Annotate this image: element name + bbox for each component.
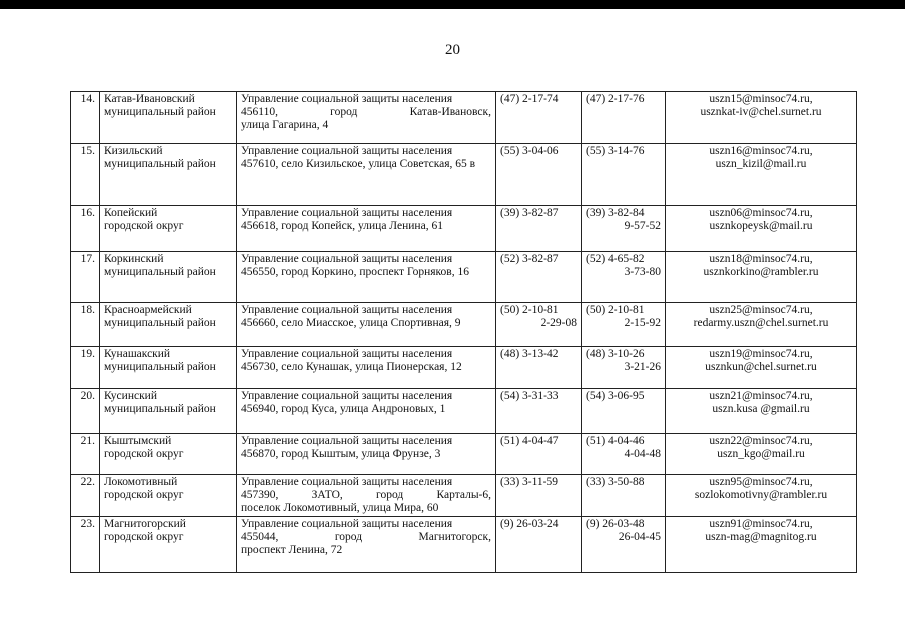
email-address: uszn25@minsoc74.ru, <box>709 304 813 316</box>
address-line <box>241 253 491 266</box>
phone-number: (52) 3-82-87 <box>500 253 559 265</box>
municipality-line: муниципальный район <box>104 317 216 329</box>
address-word: 456618, город Копейск, улица Ленина, 61 <box>241 220 443 232</box>
table-row <box>71 347 857 389</box>
municipality-line: Коркинский <box>104 253 164 265</box>
address-line <box>241 518 491 531</box>
address-word: проспект Ленина, 72 <box>241 544 343 556</box>
organization-address-cell <box>237 475 496 517</box>
organization-address-cell <box>237 434 496 475</box>
municipality-cell <box>100 92 237 144</box>
address-word: 457390, <box>241 489 279 501</box>
email-address: usznkun@chel.surnet.ru <box>705 361 817 373</box>
fax-number: (33) 3-50-88 <box>586 476 645 488</box>
address-line <box>241 266 491 279</box>
email-address: uszn95@minsoc74.ru, <box>709 476 813 488</box>
phone-number: 2-29-08 <box>540 317 577 329</box>
fax-number: (48) 3-10-26 <box>586 348 645 360</box>
fax-number: (50) 2-10-81 <box>586 304 645 316</box>
phone-number: (50) 2-10-81 <box>500 304 559 316</box>
table-row <box>71 434 857 475</box>
municipality-line: Кыштымский <box>104 435 172 447</box>
address-line <box>241 106 491 119</box>
email-cell <box>666 303 857 347</box>
municipality-line: муниципальный район <box>104 361 216 373</box>
fax-number: 9-57-52 <box>624 220 661 232</box>
address-word: 456870, город Кыштым, улица Фрунзе, 3 <box>241 448 441 460</box>
address-line <box>241 317 491 330</box>
address-line <box>241 158 491 171</box>
organization-address-cell <box>237 517 496 573</box>
municipality-line: городской округ <box>104 531 184 543</box>
municipality-line: Кунашакский <box>104 348 171 360</box>
email-cell <box>666 252 857 303</box>
address-word: Управление социальной защиты населения <box>241 518 453 530</box>
fax-number: (55) 3-14-76 <box>586 145 645 157</box>
email-cell <box>666 206 857 252</box>
table-row <box>71 389 857 434</box>
row-number: 17. <box>80 253 95 265</box>
table-row <box>71 303 857 347</box>
phone-cell <box>496 303 582 347</box>
address-word: 455044, <box>241 531 279 543</box>
phone-cell <box>496 347 582 389</box>
email-address: usznkopeysk@mail.ru <box>709 220 813 232</box>
fax-number: (51) 4-04-46 <box>586 435 645 447</box>
email-address: uszn18@minsoc74.ru, <box>709 253 813 265</box>
municipality-line: Кусинский <box>104 390 157 402</box>
address-word: Управление социальной защиты населения <box>241 476 453 488</box>
table-row <box>71 517 857 573</box>
municipality-cell <box>100 389 237 434</box>
row-number: 16. <box>80 207 95 219</box>
email-cell <box>666 347 857 389</box>
fax-cell <box>582 252 666 303</box>
fax-number: (39) 3-82-84 <box>586 207 645 219</box>
email-cell <box>666 434 857 475</box>
fax-cell <box>582 144 666 206</box>
municipality-line: городской округ <box>104 220 184 232</box>
municipality-cell <box>100 347 237 389</box>
address-line <box>241 145 491 158</box>
municipality-line: муниципальный район <box>104 266 216 278</box>
address-line <box>241 304 491 317</box>
email-address: uszn91@minsoc74.ru, <box>709 518 813 530</box>
email-address: uszn16@minsoc74.ru, <box>709 145 813 157</box>
address-word: улица Гагарина, 4 <box>241 119 329 131</box>
address-word: Катав-Ивановск, <box>409 106 491 118</box>
email-cell <box>666 92 857 144</box>
municipality-line: Локомотивный <box>104 476 178 488</box>
row-number-cell <box>71 144 100 206</box>
email-address: uszn_kizil@mail.ru <box>715 158 807 170</box>
address-line <box>241 207 491 220</box>
address-line <box>241 502 491 515</box>
municipality-line: Кизильский <box>104 145 163 157</box>
address-line <box>241 348 491 361</box>
fax-cell <box>582 347 666 389</box>
phone-number: (39) 3-82-87 <box>500 207 559 219</box>
fax-number: (52) 4-65-82 <box>586 253 645 265</box>
address-word: ЗАТО, <box>311 489 343 501</box>
address-line <box>241 435 491 448</box>
row-number: 15. <box>80 145 95 157</box>
fax-number: 26-04-45 <box>618 531 661 543</box>
row-number-cell <box>71 475 100 517</box>
phone-number: (51) 4-04-47 <box>500 435 559 447</box>
phone-cell <box>496 389 582 434</box>
email-cell <box>666 144 857 206</box>
email-address: uszn19@minsoc74.ru, <box>709 348 813 360</box>
email-cell <box>666 517 857 573</box>
fax-cell <box>582 389 666 434</box>
row-number-cell <box>71 206 100 252</box>
fax-cell <box>582 303 666 347</box>
email-address: uszn-mag@magnitog.ru <box>705 531 817 543</box>
phone-number: (47) 2-17-74 <box>500 93 559 105</box>
table-row <box>71 252 857 303</box>
address-word: поселок Локомотивный, улица Мира, 60 <box>241 502 439 514</box>
address-line <box>241 93 491 106</box>
address-word: Управление социальной защиты населения <box>241 93 453 105</box>
address-word: город <box>330 106 358 118</box>
row-number: 19. <box>80 348 95 360</box>
address-word: 456660, село Миасское, улица Спортивная, 9 <box>241 317 461 329</box>
email-address: redarmy.uszn@chel.surnet.ru <box>693 317 829 329</box>
email-address: usznkat-iv@chel.surnet.ru <box>700 106 822 118</box>
phone-number: (48) 3-13-42 <box>500 348 559 360</box>
address-word: 456730, село Кунашак, улица Пионерская, 12 <box>241 361 462 373</box>
address-word: Управление социальной защиты населения <box>241 435 453 447</box>
table-row <box>71 144 857 206</box>
fax-number: 4-04-48 <box>624 448 661 460</box>
row-number: 14. <box>80 93 95 105</box>
row-number: 22. <box>80 476 95 488</box>
email-cell <box>666 475 857 517</box>
address-word: Управление социальной защиты населения <box>241 145 453 157</box>
fax-cell <box>582 92 666 144</box>
fax-number: 3-21-26 <box>624 361 661 373</box>
municipality-line: муниципальный район <box>104 403 216 415</box>
email-address: uszn21@minsoc74.ru, <box>709 390 813 402</box>
row-number-cell <box>71 92 100 144</box>
phone-number: (33) 3-11-59 <box>500 476 559 488</box>
address-line <box>241 531 491 544</box>
email-address: uszn.kusa @gmail.ru <box>712 403 810 415</box>
fax-cell <box>582 517 666 573</box>
municipality-line: городской округ <box>104 448 184 460</box>
row-number: 18. <box>80 304 95 316</box>
row-number-cell <box>71 252 100 303</box>
email-address: uszn_kgo@mail.ru <box>717 448 805 460</box>
address-line <box>241 489 491 502</box>
fax-cell <box>582 475 666 517</box>
address-word: 456940, город Куса, улица Андроновых, 1 <box>241 403 446 415</box>
phone-cell <box>496 252 582 303</box>
email-address: uszn06@minsoc74.ru, <box>709 207 813 219</box>
fax-number: (54) 3-06-95 <box>586 390 645 402</box>
row-number-cell <box>71 389 100 434</box>
row-number-cell <box>71 347 100 389</box>
address-word: Управление социальной защиты населения <box>241 348 453 360</box>
phone-number: (55) 3-04-06 <box>500 145 559 157</box>
phone-cell <box>496 92 582 144</box>
page-number: 20 <box>445 42 460 58</box>
row-number-cell <box>71 517 100 573</box>
municipality-cell <box>100 206 237 252</box>
address-line <box>241 361 491 374</box>
address-line <box>241 448 491 461</box>
email-cell <box>666 389 857 434</box>
address-word: Управление социальной защиты населения <box>241 304 453 316</box>
fax-cell <box>582 434 666 475</box>
municipality-line: Магнитогорский <box>104 518 186 530</box>
phone-cell <box>496 434 582 475</box>
organization-address-cell <box>237 303 496 347</box>
phone-cell <box>496 206 582 252</box>
table-row <box>71 475 857 517</box>
row-number: 20. <box>80 390 95 402</box>
email-address: uszn15@minsoc74.ru, <box>709 93 813 105</box>
phone-cell <box>496 517 582 573</box>
organization-address-cell <box>237 347 496 389</box>
row-number: 21. <box>80 435 95 447</box>
organization-address-cell <box>237 389 496 434</box>
email-address: sozlokomotivny@rambler.ru <box>694 489 828 501</box>
address-word: Управление социальной защиты населения <box>241 253 453 265</box>
email-address: uszn22@minsoc74.ru, <box>709 435 813 447</box>
fax-number: (47) 2-17-76 <box>586 93 645 105</box>
phone-cell <box>496 144 582 206</box>
organization-address-cell <box>237 252 496 303</box>
top-border-bar <box>0 0 905 9</box>
municipality-cell <box>100 303 237 347</box>
municipality-line: муниципальный район <box>104 106 216 118</box>
address-word: Управление социальной защиты населения <box>241 390 453 402</box>
table-row <box>71 92 857 144</box>
municipality-line: Красноармейский <box>104 304 192 316</box>
municipality-cell <box>100 144 237 206</box>
municipality-cell <box>100 252 237 303</box>
address-word: город <box>376 489 404 501</box>
address-line <box>241 220 491 233</box>
address-word: 457610, село Кизильское, улица Советская, 65 в <box>241 158 476 170</box>
address-line <box>241 544 491 557</box>
fax-number: 3-73-80 <box>624 266 661 278</box>
address-line <box>241 403 491 416</box>
row-number-cell <box>71 434 100 475</box>
municipality-cell <box>100 475 237 517</box>
address-word: Управление социальной защиты населения <box>241 207 453 219</box>
fax-number: 2-15-92 <box>624 317 661 329</box>
address-word: 456550, город Коркино, проспект Горняков, 16 <box>241 266 469 278</box>
municipality-line: Копейский <box>104 207 158 219</box>
address-word: Карталы-6, <box>436 489 491 501</box>
registry-table <box>70 91 857 573</box>
row-number: 23. <box>80 518 95 530</box>
address-line <box>241 119 491 132</box>
organization-address-cell <box>237 144 496 206</box>
organization-address-cell <box>237 92 496 144</box>
email-address: usznkorkino@rambler.ru <box>703 266 819 278</box>
fax-number: (9) 26-03-48 <box>586 518 645 530</box>
address-line <box>241 476 491 489</box>
phone-number: (54) 3-31-33 <box>500 390 559 402</box>
registry-table-body <box>71 92 857 573</box>
municipality-cell <box>100 517 237 573</box>
municipality-line: городской округ <box>104 489 184 501</box>
address-line <box>241 390 491 403</box>
address-word: 456110, <box>241 106 278 118</box>
municipality-cell <box>100 434 237 475</box>
organization-address-cell <box>237 206 496 252</box>
phone-cell <box>496 475 582 517</box>
row-number-cell <box>71 303 100 347</box>
municipality-line: Катав-Ивановский <box>104 93 195 105</box>
address-word: Магнитогорск, <box>418 531 491 543</box>
table-row <box>71 206 857 252</box>
address-word: город <box>334 531 363 543</box>
fax-cell <box>582 206 666 252</box>
municipality-line: муниципальный район <box>104 158 216 170</box>
phone-number: (9) 26-03-24 <box>500 518 559 530</box>
